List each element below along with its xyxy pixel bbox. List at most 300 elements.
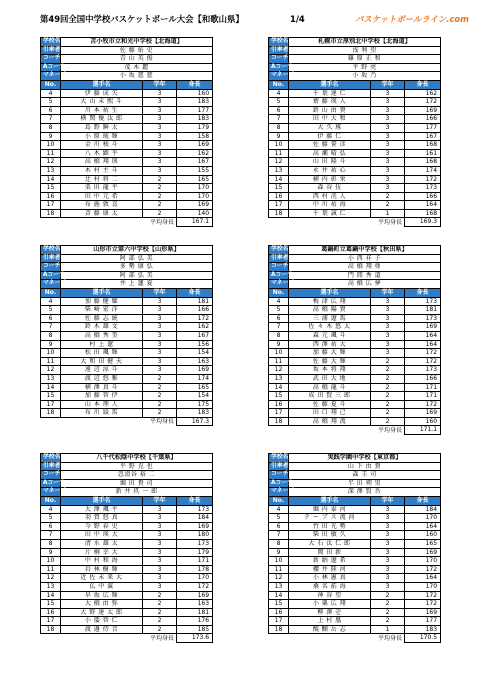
player-number: 9 (41, 548, 61, 557)
height-header: 身長 (177, 288, 213, 297)
team-manager-row (41, 488, 213, 497)
player-height: 166 (405, 192, 441, 201)
player-name: 栗 田 龍 平 (61, 184, 143, 193)
acoach-name: 半 田 朔 男 (289, 479, 441, 488)
team-roster (40, 245, 212, 426)
player-row (41, 514, 213, 523)
player-header: 選手名 (289, 80, 371, 89)
player-height: 174 (405, 166, 441, 175)
player-grade: 2 (143, 392, 177, 401)
average-height-label: 平均身長 (377, 634, 402, 642)
player-height: 160 (405, 417, 441, 426)
player-height: 163 (177, 357, 213, 366)
average-height-label: 平均身長 (377, 426, 402, 434)
player-grade: 3 (371, 340, 405, 349)
player-row (269, 331, 441, 340)
player-height: 170 (177, 184, 213, 193)
player-height: 173 (177, 505, 213, 514)
player-row (269, 184, 441, 193)
player-grade: 3 (371, 297, 405, 306)
player-grade: 3 (143, 306, 177, 315)
player-row (269, 132, 441, 141)
height-header: 身長 (177, 80, 213, 89)
grade-header: 学年 (371, 288, 405, 297)
head-label: 引率者 (41, 254, 61, 263)
player-name: 堀 内 泰 河 (289, 505, 371, 514)
average-height-value: 170.5 (405, 634, 441, 643)
player-height: 170 (405, 582, 441, 591)
player-height: 166 (405, 115, 441, 124)
player-row (41, 158, 213, 167)
player-number: 9 (269, 132, 289, 141)
player-height: 177 (405, 617, 441, 626)
player-row (269, 522, 441, 531)
team-manager-row (41, 280, 213, 289)
player-header: 選手名 (61, 496, 143, 505)
player-height: 172 (405, 175, 441, 184)
player-row (41, 392, 213, 401)
grade-header: 学年 (143, 288, 177, 297)
player-height: 164 (405, 340, 441, 349)
player-name: 大 橋 由 弥 (61, 600, 143, 609)
player-number: 4 (269, 89, 289, 98)
player-name: 木 村 主 斗 (61, 166, 143, 175)
player-height: 171 (405, 383, 441, 392)
column-header-row (41, 288, 213, 297)
player-name: 横 内 彰 栄 (289, 175, 371, 184)
player-name: 横 澤 真 斗 (61, 383, 143, 392)
player-number: 13 (269, 374, 289, 383)
player-row (269, 505, 441, 514)
player-name: 田 中 大 和 (289, 115, 371, 124)
player-row (41, 209, 213, 218)
player-number: 18 (41, 209, 61, 218)
player-name: 柳 澤 壱 (289, 608, 371, 617)
player-name: 竹 田 光 勢 (289, 522, 371, 531)
player-row (269, 400, 441, 409)
player-height: 180 (177, 531, 213, 540)
school-label: 学校名 (41, 246, 61, 255)
head-name: 浅 利 望 (289, 46, 441, 55)
player-row (269, 89, 441, 98)
school-name-row (41, 246, 213, 255)
player-row (41, 600, 213, 609)
school: 八千代松陰中学校【千葉県】 (61, 454, 213, 463)
player-name: 加 藤 健 耀 (61, 297, 143, 306)
player-grade: 3 (143, 132, 177, 141)
manager-name: 新 井 玖 一 郎 (61, 488, 213, 497)
acoach-name: 茂 木 麗 (61, 63, 213, 72)
team-coach-row (269, 263, 441, 272)
player-grade: 3 (143, 531, 177, 540)
player-name: 柴 崎 宏 洋 (61, 306, 143, 315)
player-name: 佐 藤 誓 彦 (289, 141, 371, 150)
height-header: 身長 (405, 288, 441, 297)
team-head-row (269, 46, 441, 55)
roster-table (40, 37, 213, 227)
player-grade: 3 (143, 340, 177, 349)
player-height: 171 (177, 557, 213, 566)
player-height: 164 (405, 201, 441, 210)
player-header: 選手名 (61, 288, 143, 297)
player-row (41, 565, 213, 574)
team-coach-row (269, 471, 441, 480)
no-header: No. (41, 80, 61, 89)
player-row (269, 600, 441, 609)
player-number: 15 (41, 600, 61, 609)
manager-label: マネージャー (269, 488, 289, 497)
manager-name: 深 澤 賢 吾 (289, 488, 441, 497)
team-head-row (269, 462, 441, 471)
player-height: 165 (177, 383, 213, 392)
player-height: 158 (177, 132, 213, 141)
acoach-name: 阿 部 弘 美 (61, 271, 213, 280)
player-height: 160 (405, 531, 441, 540)
player-row (269, 366, 441, 375)
player-height: 165 (405, 539, 441, 548)
player-grade: 3 (371, 539, 405, 548)
player-grade: 2 (371, 201, 405, 210)
player-grade: 2 (143, 383, 177, 392)
no-header: No. (269, 496, 289, 505)
site-name: バスケットボールライン.com (355, 14, 469, 24)
team-acoach-row (269, 271, 441, 280)
player-row (269, 374, 441, 383)
roster-table (268, 37, 441, 227)
player-name: 片 桐 幸 大 (61, 548, 143, 557)
column-header-row (41, 496, 213, 505)
player-name: 斉 藤 康 太 (61, 209, 143, 218)
player-number: 13 (269, 166, 289, 175)
team-acoach-row (269, 63, 441, 72)
player-name: 高 橋 秀 奎 (61, 331, 143, 340)
player-height: 160 (177, 89, 213, 98)
player-name: 今 野 春 史 (61, 522, 143, 531)
player-number: 7 (41, 531, 61, 540)
player-row (269, 149, 441, 158)
player-height: 173 (405, 314, 441, 323)
spacer-cell (289, 426, 371, 435)
acoach-label: Aコーチ (269, 63, 289, 72)
player-row (41, 201, 213, 210)
grade-header: 学年 (143, 80, 177, 89)
team-head-row (41, 46, 213, 55)
school: 苫小牧市立和光中学校【北海道】 (61, 38, 213, 47)
player-header: 選手名 (289, 288, 371, 297)
player-row (41, 192, 213, 201)
player-name: 小 原 琉 輝 (61, 132, 143, 141)
player-height: 172 (405, 591, 441, 600)
player-height: 172 (405, 600, 441, 609)
player-header: 選手名 (289, 496, 371, 505)
coach-name: 青 山 英 俊 (61, 55, 213, 64)
spacer-cell (61, 218, 143, 227)
player-number: 17 (41, 617, 61, 626)
average-height-label: 平均身長 (377, 218, 402, 226)
column-header-row (269, 288, 441, 297)
player-grade: 2 (143, 617, 177, 626)
player-height: 179 (177, 123, 213, 132)
player-name: 金 川 稜 斗 (61, 141, 143, 150)
player-row (41, 374, 213, 383)
player-number: 6 (41, 106, 61, 115)
coach-name: 篠 原 正 和 (289, 55, 441, 64)
spacer-cell (269, 218, 289, 227)
player-grade: 3 (371, 175, 405, 184)
player-height: 169 (405, 106, 441, 115)
average-height-value: 173.6 (177, 634, 213, 643)
coach-label: コーチ (269, 263, 289, 272)
average-height-row (269, 426, 441, 435)
player-row (41, 608, 213, 617)
school-name-row (269, 38, 441, 47)
head-label: 引率者 (269, 462, 289, 471)
head-name: 阿 部 弘 美 (61, 254, 213, 263)
spacer-cell (41, 417, 61, 426)
player-row (269, 557, 441, 566)
player-number: 10 (41, 349, 61, 358)
player-row (269, 574, 441, 583)
manager-name: 井 上 蓮 夏 (61, 280, 213, 289)
player-name: 川 本 祐 生 (61, 106, 143, 115)
player-grade: 1 (371, 209, 405, 218)
player-name: 小 林 憲 真 (289, 574, 371, 583)
player-height: 164 (405, 574, 441, 583)
player-number: 11 (41, 357, 61, 366)
player-height: 170 (177, 192, 213, 201)
player-grade: 3 (371, 115, 405, 124)
player-name: 早 坂 広 輝 (61, 591, 143, 600)
player-number: 16 (41, 608, 61, 617)
player-row (41, 123, 213, 132)
player-name: 成 田 賢 三 郎 (289, 392, 371, 401)
player-grade: 3 (143, 357, 177, 366)
player-name: 千 葉 誠 仁 (289, 209, 371, 218)
player-row (269, 582, 441, 591)
school-label: 学校名 (269, 38, 289, 47)
player-height: 181 (405, 306, 441, 315)
player-name: 上 村 凰 (289, 617, 371, 626)
player-name: 武 田 大 地 (289, 374, 371, 383)
player-name: 西 澤 祐 大 (289, 340, 371, 349)
player-name: 田 中 瑛 大 (61, 531, 143, 540)
player-grade: 3 (143, 349, 177, 358)
player-name: 高 橋 龍 斗 (289, 383, 371, 392)
player-number: 4 (41, 505, 61, 514)
player-grade: 3 (143, 106, 177, 115)
player-number: 18 (41, 409, 61, 418)
no-header: No. (41, 288, 61, 297)
team-head-row (41, 254, 213, 263)
manager-name: 高 橋 広 夢 (289, 280, 441, 289)
player-height: 174 (177, 374, 213, 383)
average-height-row (41, 634, 213, 643)
player-row (269, 141, 441, 150)
player-number: 13 (269, 582, 289, 591)
player-height: 164 (405, 331, 441, 340)
player-number: 14 (269, 383, 289, 392)
player-number: 4 (269, 297, 289, 306)
player-number: 4 (41, 89, 61, 98)
coach-label: コーチ (41, 263, 61, 272)
player-grade: 3 (371, 574, 405, 583)
player-name: 桑 名 拓 海 (289, 582, 371, 591)
player-name: 鈴 木 雄 文 (61, 323, 143, 332)
player-number: 9 (269, 340, 289, 349)
acoach-label: Aコーチ (269, 479, 289, 488)
player-row (41, 175, 213, 184)
page-number: 1/4 (290, 14, 305, 24)
player-grade: 2 (143, 591, 177, 600)
player-number: 14 (41, 591, 61, 600)
player-grade: 3 (371, 106, 405, 115)
player-number: 12 (269, 158, 289, 167)
player-grade: 2 (371, 357, 405, 366)
player-height: 168 (405, 209, 441, 218)
player-header: 選手名 (61, 80, 143, 89)
player-grade: 2 (371, 392, 405, 401)
player-height: 154 (177, 392, 213, 401)
head-name: 山 下 由 貴 (289, 462, 441, 471)
player-row (41, 115, 213, 124)
player-name: 佐 藤 大 輝 (289, 357, 371, 366)
player-name: 佐 藤 志 統 (61, 314, 143, 323)
player-row (41, 166, 213, 175)
player-name: 三 浦 遼 馬 (289, 314, 371, 323)
player-name: 大 石 汰 仁 郎 (289, 539, 371, 548)
player-height: 166 (405, 374, 441, 383)
player-height: 168 (405, 158, 441, 167)
player-name: 中 川 祐 海 (289, 201, 371, 210)
player-number: 15 (41, 184, 61, 193)
player-grade: 3 (143, 141, 177, 150)
player-number: 10 (41, 557, 61, 566)
player-number: 5 (41, 306, 61, 315)
player-grade: 2 (371, 366, 405, 375)
player-row (41, 306, 213, 315)
player-height: 173 (177, 539, 213, 548)
player-row (269, 514, 441, 523)
team-coach-row (269, 55, 441, 64)
player-row (269, 357, 441, 366)
team-manager-row (269, 488, 441, 497)
player-name: 森 谷 伍 (289, 184, 371, 193)
player-name: 八 木 顕 平 (61, 149, 143, 158)
player-name: 横 関 優 汰 郎 (61, 115, 143, 124)
player-number: 5 (269, 514, 289, 523)
player-name: 小 粟 広 翔 (289, 600, 371, 609)
player-name: 新 納 遼 希 (289, 557, 371, 566)
player-row (41, 505, 213, 514)
player-name: 佐 々 木 悠 太 (289, 323, 371, 332)
player-name: 布 川 綾 馬 (61, 409, 143, 418)
player-row (41, 366, 213, 375)
player-height: 162 (177, 323, 213, 332)
player-number: 12 (269, 574, 289, 583)
player-row (269, 608, 441, 617)
player-number: 12 (41, 366, 61, 375)
player-row (269, 201, 441, 210)
player-name: 大 澤 颯 平 (61, 505, 143, 514)
column-header-row (269, 80, 441, 89)
player-height: 172 (405, 98, 441, 107)
player-grade: 3 (143, 115, 177, 124)
player-height: 169 (177, 201, 213, 210)
player-grade: 3 (143, 557, 177, 566)
player-height: 170 (177, 574, 213, 583)
player-name: 鈴 山 由 貴 (289, 106, 371, 115)
average-height-value: 167.3 (177, 417, 213, 426)
player-grade: 3 (371, 141, 405, 150)
player-grade: 3 (143, 314, 177, 323)
spacer-cell (41, 218, 61, 227)
player-height: 184 (405, 505, 441, 514)
player-grade: 3 (371, 306, 405, 315)
acoach-name: 門 間 秀 道 (289, 271, 441, 280)
player-name: 松 田 颯 輝 (61, 349, 143, 358)
player-height: 172 (405, 565, 441, 574)
player-grade: 3 (143, 149, 177, 158)
player-grade: 2 (371, 600, 405, 609)
player-name: 梅 津 広 翔 (289, 297, 371, 306)
player-grade: 3 (371, 98, 405, 107)
player-height: 166 (177, 306, 213, 315)
average-height-label: 平均身長 (149, 634, 174, 642)
player-height: 165 (177, 175, 213, 184)
school-label: 学校名 (41, 454, 61, 463)
team-roster (40, 37, 212, 227)
manager-label: マネージャー (41, 488, 61, 497)
player-height: 172 (177, 314, 213, 323)
player-row (269, 617, 441, 626)
coach-name: 高 橋 翔 亜 (289, 263, 441, 272)
player-height: 162 (177, 149, 213, 158)
player-height: 156 (177, 340, 213, 349)
player-height: 178 (177, 565, 213, 574)
player-height: 167 (177, 158, 213, 167)
player-height: 169 (177, 141, 213, 150)
player-number: 15 (41, 392, 61, 401)
player-height: 169 (177, 522, 213, 531)
player-name: 小 倭 智 仁 (61, 617, 143, 626)
player-grade: 3 (371, 565, 405, 574)
player-number: 10 (269, 557, 289, 566)
player-row (269, 531, 441, 540)
school-name-row (269, 246, 441, 255)
player-height: 164 (405, 522, 441, 531)
player-row (41, 141, 213, 150)
player-row (41, 574, 213, 583)
player-row (269, 565, 441, 574)
player-number: 14 (41, 383, 61, 392)
player-height: 170 (405, 557, 441, 566)
team-coach-row (41, 263, 213, 272)
player-grade: 3 (371, 331, 405, 340)
player-grade: 3 (143, 158, 177, 167)
player-height: 163 (177, 600, 213, 609)
player-name: 大 和 田 健 天 (61, 357, 143, 366)
player-grade: 3 (371, 314, 405, 323)
player-grade: 3 (371, 531, 405, 540)
player-name: 渡 辺 悠 雅 (61, 374, 143, 383)
no-header: No. (269, 80, 289, 89)
player-row (41, 409, 213, 418)
player-height: 161 (405, 149, 441, 158)
player-row (41, 184, 213, 193)
player-name: 近 佐 未 来 大 (61, 574, 143, 583)
team-roster (268, 37, 440, 227)
player-row (41, 331, 213, 340)
